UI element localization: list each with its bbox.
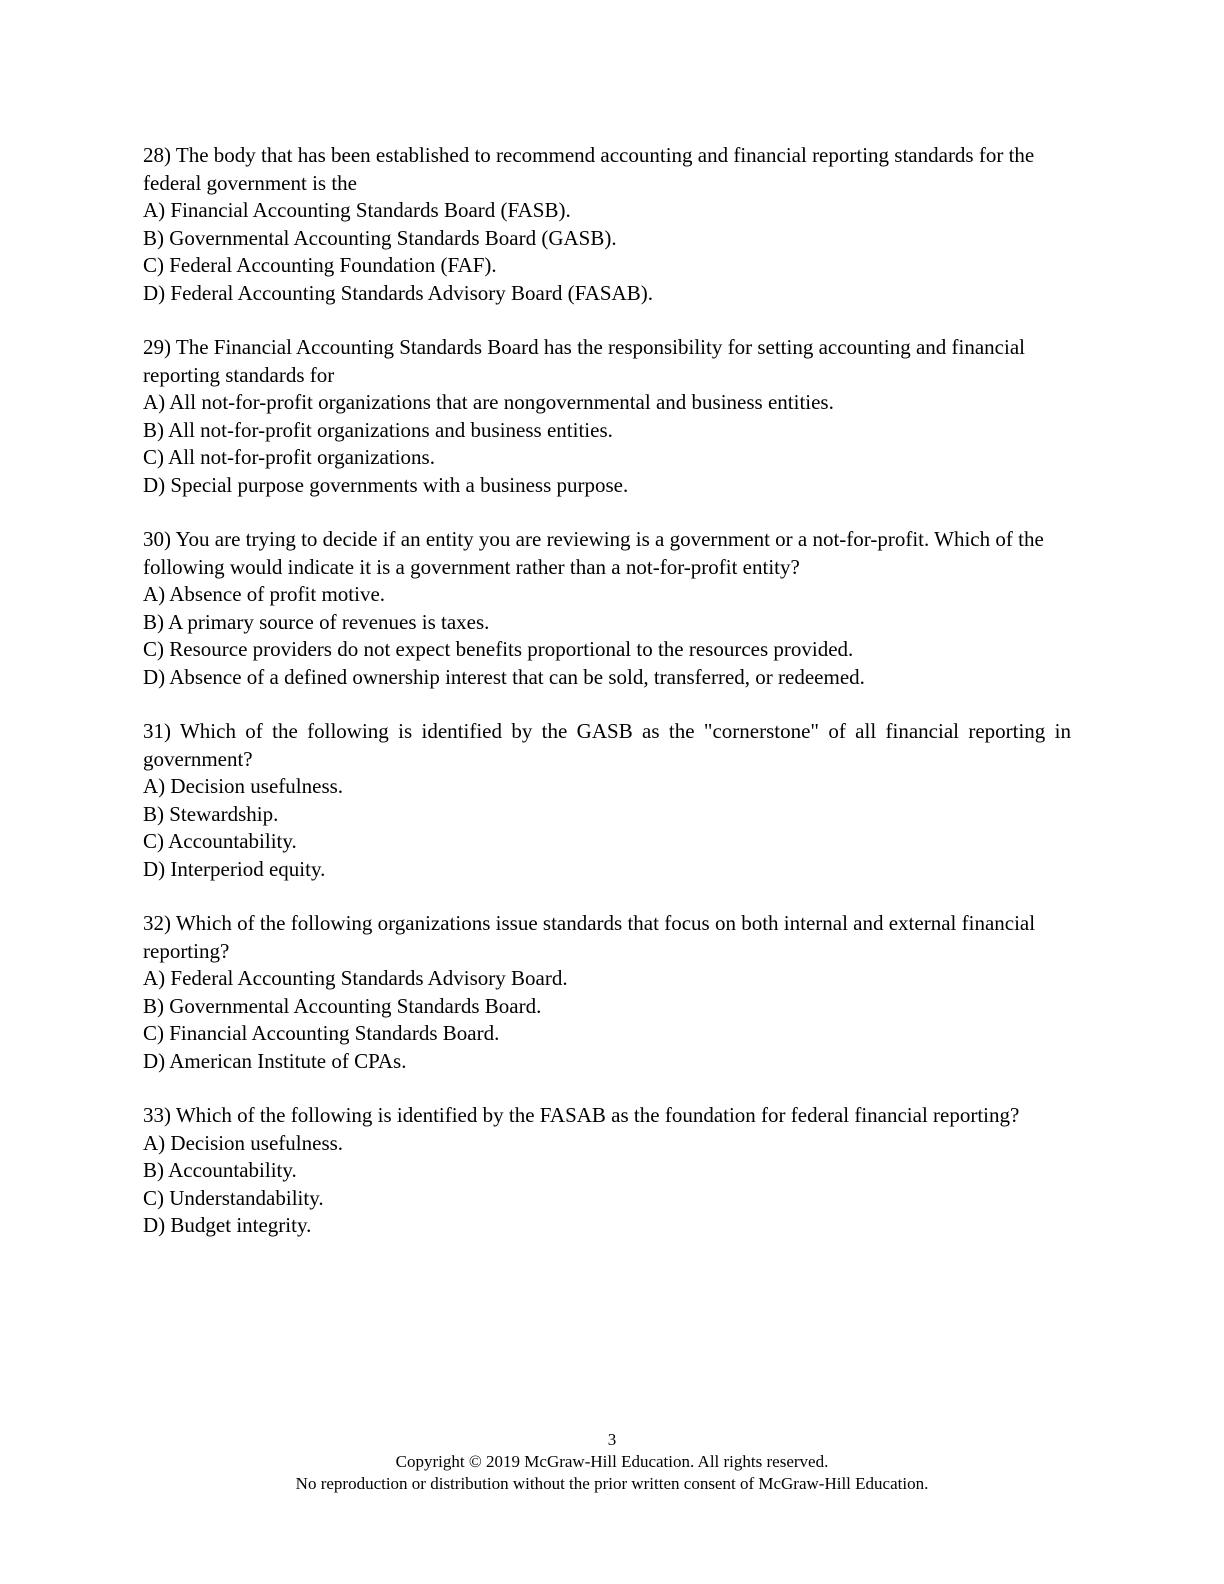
answer-option-d: D) Absence of a defined ownership interest that can be sold, transferred, or redeemed. [143, 664, 865, 689]
answer-options [143, 1130, 1071, 1240]
question-32 [143, 910, 1071, 1075]
question-29 [143, 334, 1071, 499]
question-stem: 32) Which of the following organizations issue standards that focus on both internal and external financial reporting? [143, 911, 1036, 963]
answer-option-c: C) Accountability. [143, 829, 297, 853]
page-footer [0, 1429, 1224, 1495]
answer-options [143, 965, 1071, 1075]
question-list [143, 142, 1071, 1267]
question-stem: 33) Which of the following is identified by the FASAB as the foundation for federal financial reporting? [143, 1103, 1020, 1127]
answer-option-c: C) Resource providers do not expect benefits proportional to the resources provided. [143, 637, 854, 661]
answer-option-d: D) Federal Accounting Standards Advisory Board (FASAB). [143, 280, 653, 305]
answer-option-b: B) Stewardship. [143, 801, 279, 826]
answer-option-c: C) Financial Accounting Standards Board. [143, 1021, 500, 1045]
answer-option-b: B) Accountability. [143, 1158, 297, 1182]
answer-option-c: C) Federal Accounting Foundation (FAF). [143, 253, 497, 277]
answer-option-b: B) Governmental Accounting Standards Board (GASB). [143, 225, 617, 250]
question-stem: 29) The Financial Accounting Standards Board has the responsibility for setting accounting and financial reporting standards for [143, 335, 1025, 387]
answer-option-a: A) Decision usefulness. [143, 774, 344, 798]
answer-option-d: D) Special purpose governments with a business purpose. [143, 472, 629, 497]
answer-option-c: C) Understandability. [143, 1185, 324, 1210]
answer-options [143, 581, 1071, 691]
question-33 [143, 1102, 1071, 1240]
answer-option-a: A) All not-for-profit organizations that are nongovernmental and business entities. [143, 390, 834, 414]
question-stem: 31) Which of the following is identified by the GASB as the "cornerstone" of all financial reporting in government? [143, 719, 1071, 771]
answer-option-b: B) Governmental Accounting Standards Board. [143, 993, 542, 1018]
answer-options [143, 389, 1071, 499]
copyright-notice: Copyright © 2019 McGraw-Hill Education. All rights reserved. [395, 1452, 829, 1471]
answer-option-a: A) Financial Accounting Standards Board (FASB). [143, 198, 571, 222]
page-number: 3 [607, 1430, 617, 1449]
answer-option-b: B) All not-for-profit organizations and business entities. [143, 417, 613, 442]
answer-option-c: C) All not-for-profit organizations. [143, 445, 435, 469]
question-28 [143, 142, 1071, 307]
answer-option-b: B) A primary source of revenues is taxes. [143, 609, 490, 634]
answer-options [143, 773, 1071, 883]
question-30 [143, 526, 1071, 691]
answer-option-a: A) Decision usefulness. [143, 1130, 344, 1155]
answer-option-a: A) Absence of profit motive. [143, 582, 386, 606]
answer-option-d: D) Budget integrity. [143, 1213, 312, 1237]
answer-option-a: A) Federal Accounting Standards Advisory Board. [143, 966, 568, 990]
question-stem: 30) You are trying to decide if an entity you are reviewing is a government or a not-for-profit. Which of the following would indicate it is a government rather than a not-for-profit entity? [143, 527, 1044, 579]
answer-option-d: D) Interperiod equity. [143, 856, 326, 881]
question-stem: 28) The body that has been established to recommend accounting and financial reporting standards for the federal government is the [143, 143, 1035, 195]
question-31 [143, 718, 1071, 883]
answer-options [143, 197, 1071, 307]
distribution-notice: No reproduction or distribution without the prior written consent of McGraw-Hill Education. [295, 1474, 929, 1493]
answer-option-d: D) American Institute of CPAs. [143, 1048, 407, 1073]
